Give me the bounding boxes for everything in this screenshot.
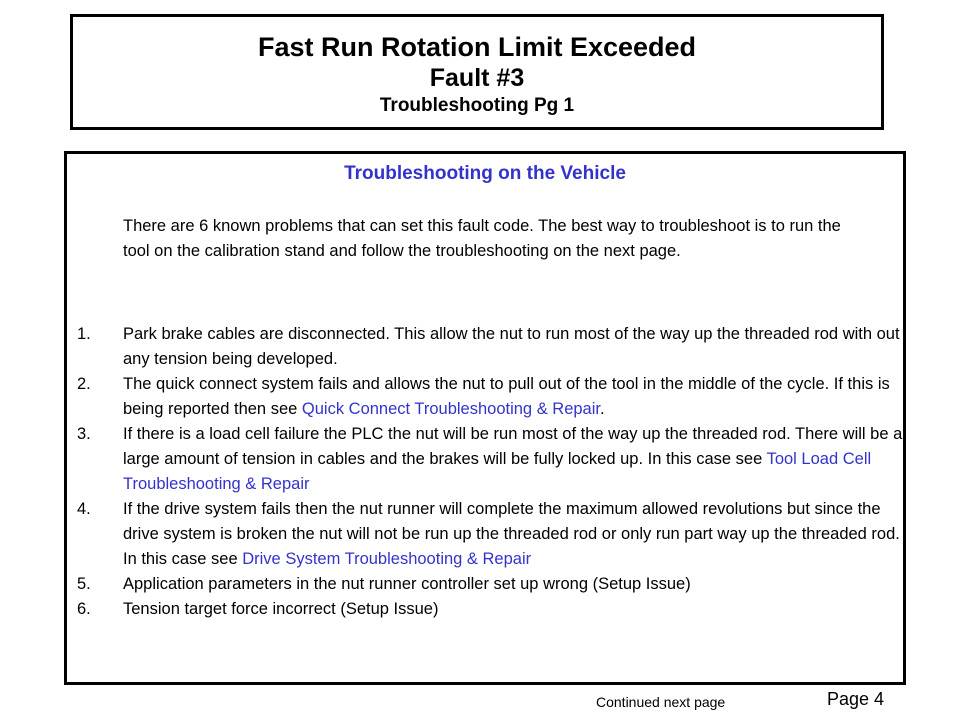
list-item-number: 6.	[77, 600, 91, 618]
content-box	[64, 151, 906, 685]
list-item-text: Tension target force incorrect (Setup Issue)	[123, 600, 439, 618]
list-item-number: 1.	[77, 325, 91, 343]
continued-note: Continued next page	[596, 694, 726, 710]
list-item	[77, 572, 903, 597]
list-item-number: 3.	[77, 425, 91, 443]
list-item	[77, 497, 903, 572]
list-item	[77, 597, 903, 622]
title-box	[70, 14, 884, 130]
page-number: Page 4	[827, 689, 885, 709]
list-item-number: 5.	[77, 575, 91, 593]
list-item	[77, 372, 903, 422]
drive-system-link[interactable]: Drive System Troubleshooting & Repair	[242, 550, 532, 568]
fault-number: Fault #3	[429, 64, 525, 92]
list-item	[77, 422, 903, 497]
list-item-text: The quick connect system fails and allows the nut to pull out of the tool in the middle of the cycle. If this is being reported then see Quick Connect Troubleshooting & Repair.	[123, 375, 890, 418]
list-item-text: Park brake cables are disconnected. This allow the nut to run most of the way up the threaded rod with out any tension being developed.	[123, 325, 900, 368]
page-subtitle: Troubleshooting Pg 1	[379, 95, 575, 116]
quick-connect-link[interactable]: Quick Connect Troubleshooting & Repair	[301, 400, 600, 418]
section-heading: Troubleshooting on the Vehicle	[344, 163, 626, 184]
list-item-number: 4.	[77, 500, 91, 518]
list-item	[77, 322, 903, 372]
intro-paragraph: There are 6 known problems that can set this fault code. The best way to troubleshoot is to run the tool on the calibration stand and follow the troubleshooting on the next page.	[123, 217, 841, 260]
problem-list	[77, 322, 903, 622]
list-item-text: If there is a load cell failure the PLC the nut will be run most of the way up the threaded rod. There will be a large amount of tension in cables and the brakes will be fully locked up. In this case see Tool Load Cell Troubleshooting & Repair	[123, 425, 903, 493]
list-item-text: Application parameters in the nut runner controller set up wrong (Setup Issue)	[123, 575, 691, 593]
page-title: Fast Run Rotation Limit Exceeded	[257, 32, 697, 62]
list-item-number: 2.	[77, 375, 91, 393]
load-cell-link[interactable]: Tool Load Cell Troubleshooting & Repair	[123, 450, 872, 493]
list-item-text: If the drive system fails then the nut runner will complete the maximum allowed revolutions but since the drive system is broken the nut will not be run up the threaded rod or only run part way up the threaded rod. In this case see Drive System Troubleshooting & Repair	[123, 500, 900, 568]
